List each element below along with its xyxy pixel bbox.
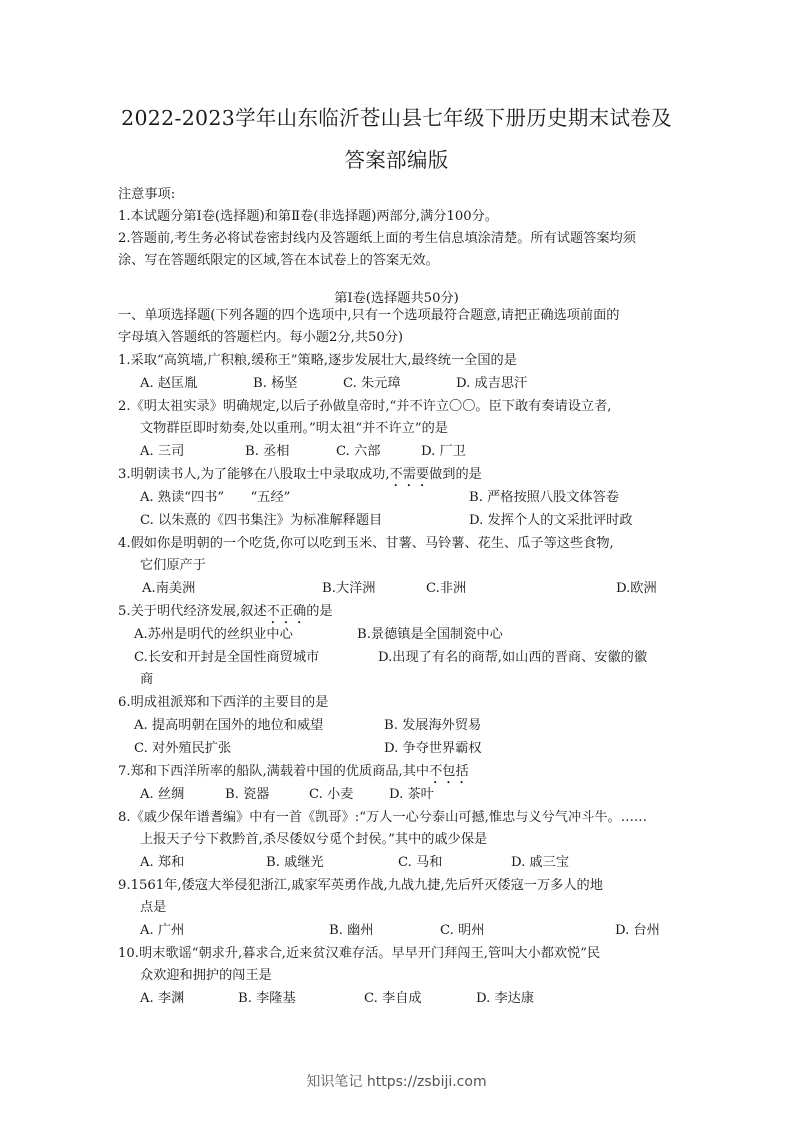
question-10-option-c: C. 李自成 [364,991,422,1006]
exam-title-line2: 答案部编版 [344,148,449,172]
question-7-option-d: D. 茶叶 [389,787,434,802]
question-1-option-b: B. 杨坚 [253,376,298,391]
question-10-option-a: A. 李渊 [140,991,185,1006]
notice-item-2-line2: 涂、写在答题纸限定的区域,答在本试卷上的答案无效。 [118,253,439,268]
question-2-option-b: B. 丞相 [245,444,290,459]
question-9-option-c: C. 明州 [440,923,485,938]
question-8-option-d: D. 戚三宝 [511,855,570,870]
question-5-option-a: A.苏州是明代的丝织业中心 [134,627,293,642]
question-4-option-a: A.南美洲 [142,581,196,596]
question-9-stem-line2: 点是 [140,900,167,915]
question-10-stem-line2: 众欢迎和拥护的闯王是 [140,968,272,983]
question-10-option-b: B. 李隆基 [238,991,296,1006]
question-9-option-a: A. 广州 [140,923,185,938]
question-4-option-d: D.欧洲 [616,581,657,596]
question-2-option-d: D. 厂卫 [421,444,466,459]
question-3-option-a: A. 熟读“四书” “五经” [140,490,291,505]
question-8-option-c: C. 马和 [398,855,443,870]
section-intro-line2: 字母填入答题纸的答题栏内。每小题2分,共50分) [118,330,404,345]
notice-item-1: 1.本试题分第Ⅰ卷(选择题)和第Ⅱ卷(非选择题)两部分,满分100分。 [118,209,499,224]
exam-title-line1: 2022-2023学年山东临沂苍山县七年级下册历史期末试卷及 [121,106,672,130]
question-5-option-d-line2: 商 [140,672,154,687]
question-1-option-d: D. 成吉思汗 [456,376,528,391]
question-9-stem-line1: 9.1561年,倭寇大举侵犯浙江,戚家军英勇作战,九战九捷,先后歼灭倭寇一万多人的地 [118,878,603,893]
question-4-stem-line1: 4.假如你是明朝的一个吃货,你可以吃到玉米、甘薯、马铃薯、花生、瓜子等这些食物, [118,536,614,551]
question-10-stem-line1: 10.明末歌谣“朝求升,暮求合,近来贫汉难存活。早早开门拜闯王,管叫大小都欢悦”民 [118,946,601,961]
question-5-stem-emphasis: 不正确 [266,604,307,619]
question-10-option-d: D. 李达康 [476,991,535,1006]
question-8-option-a: A. 郑和 [140,855,185,870]
question-8-stem-line1: 8.《戚少保年谱耆编》中有一首《凯哥》:“万人一心兮泰山可撼,惟忠与义兮气冲斗牛。…… [118,810,648,825]
question-3-option-c: C. 以朱熹的《四书集注》为标准解释题目 [140,513,383,528]
question-8-option-b: B. 戚继光 [266,855,324,870]
question-8-stem-line2: 上报天子兮下救黔首,杀尽倭奴兮觅个封侯。”其中的戚少保是 [140,832,488,847]
section-intro-line1: 一、单项选择题(下列各题的四个选项中,只有一个选项最符合题意,请把正确选项前面的 [118,308,620,323]
question-4-stem-line2: 它们原产于 [140,558,206,573]
question-7-stem-pre: 7.郑和下西洋所率的船队,满载着中国的优质商品,其中 [118,764,430,779]
question-1-option-c: C. 朱元璋 [343,376,401,391]
question-6-option-c: C. 对外殖民扩张 [134,741,232,756]
question-1-option-a: A. 赵匡胤 [140,376,198,391]
question-3-stem-post: 做到的是 [429,467,482,482]
question-5-option-c: C.长安和开封是全国性商贸城市 [134,650,320,665]
question-6-option-a: A. 提高明朝在国外的地位和威望 [134,718,324,733]
question-4-option-b: B.大洋洲 [322,581,376,596]
question-7-stem-emphasis: 不包括 [429,764,469,779]
question-4-option-c: C.非洲 [426,581,467,596]
question-3-stem [118,466,482,490]
section-heading: 第Ⅰ卷(选择题共50分) [334,291,459,306]
question-6-stem: 6.明成祖派郑和下西洋的主要目的是 [118,695,329,710]
question-3-option-b: B. 严格按照八股文体答卷 [469,490,619,505]
question-2-stem-line1: 2.《明太祖实录》明确规定,以后子孙做皇帝时,“并不许立〇〇。臣下敢有奏请设立者, [118,399,612,414]
question-9-option-b: B. 幽州 [329,923,374,938]
question-9-option-d: D. 台州 [615,923,660,938]
question-1-stem: 1.采取“高筑墙,广积粮,缓称王”策略,逐步发展壮大,最终统一全国的是 [118,353,517,368]
question-3-stem-pre: 3.明朝读书人,为了能够在八股取士中录取成功, [118,467,390,482]
question-3-option-d: D. 发挥个人的文采批评时政 [469,513,633,528]
question-7-stem [118,763,469,787]
question-6-option-d: D. 争夺世界霸权 [384,741,482,756]
question-2-option-a: A. 三司 [140,444,185,459]
question-5-option-d-line1: D.出现了有名的商帮,如山西的晋商、安徽的徽 [378,650,648,665]
footer-watermark: 知识笔记 https://zsbiji.com [306,1074,487,1090]
question-2-stem-line2: 文物群臣即时劾奏,处以重刑。”明太祖“并不许立”的是 [140,421,448,436]
question-5-stem [118,603,333,627]
question-2-option-c: C. 六部 [336,444,381,459]
question-5-option-b: B.景德镇是全国制瓷中心 [357,627,503,642]
question-5-stem-pre: 5.关于明代经济发展,叙述 [118,604,267,619]
notice-item-2-line1: 2.答题前,考生务必将试卷密封线内及答题纸上面的考生信息填涂清楚。所有试题答案均须 [118,231,636,246]
question-3-stem-emphasis: 不需要 [389,467,430,482]
question-6-option-b: B. 发展海外贸易 [384,718,482,733]
question-5-stem-post: 的是 [306,604,333,619]
question-7-option-b: B. 瓷器 [225,787,270,802]
notice-heading: 注意事项: [118,187,176,202]
question-7-option-c: C. 小麦 [309,787,354,802]
question-7-option-a: A. 丝绸 [140,787,185,802]
